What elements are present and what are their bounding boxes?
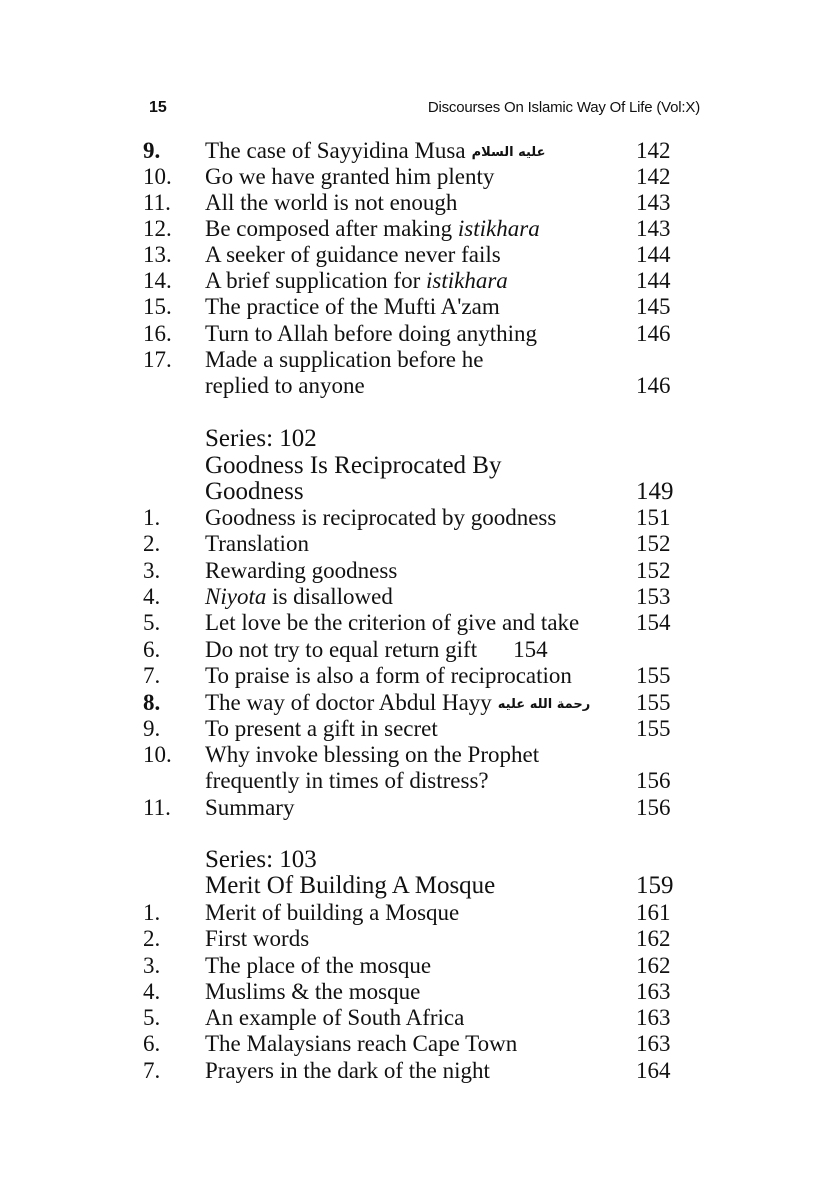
entry-title: Turn to Allah before doing anything [205, 321, 537, 346]
entry-page: 156 [636, 795, 671, 820]
toc-entry [0, 294, 840, 320]
entry-number: 2. [143, 531, 161, 556]
entry-title: The way of doctor Abdul Hayy رحمة الله عليه [205, 690, 591, 715]
entry-title-line2: frequently in times of distress? [205, 768, 489, 793]
entry-page: 142 [636, 138, 671, 163]
entry-title: Niyota is disallowed [205, 584, 393, 609]
toc-entry [0, 1058, 840, 1084]
entry-page: 143 [636, 190, 671, 215]
toc-entry [0, 242, 840, 268]
toc-entry [0, 716, 840, 742]
entry-page: 146 [636, 373, 671, 398]
entry-number: 10. [143, 164, 172, 189]
entry-number: 7. [143, 1058, 161, 1083]
entry-page: 152 [636, 531, 671, 556]
entry-page: 153 [636, 584, 671, 609]
entry-number: 9. [143, 138, 161, 163]
entry-number: 8. [143, 690, 161, 715]
entry-title: Merit of building a Mosque [205, 900, 460, 925]
series-label: Series: 102 [205, 425, 317, 452]
arabic-honorific: رحمة الله عليه [497, 696, 591, 712]
entry-page: 145 [636, 294, 671, 319]
entry-number: 11. [143, 795, 171, 820]
book-title: Discourses On Islamic Way Of Life (Vol:X) [427, 99, 700, 116]
entry-number: 1. [143, 505, 161, 530]
toc-entry [0, 164, 840, 190]
toc-entry-continued [0, 373, 840, 399]
entry-page: 146 [636, 321, 671, 346]
entry-title: Translation [205, 531, 309, 556]
entry-title: An example of South Africa [205, 1005, 465, 1030]
toc-entry [0, 347, 840, 373]
entry-page: 152 [636, 558, 671, 583]
entry-title: Muslims & the mosque [205, 979, 421, 1004]
series-page: 159 [636, 872, 674, 899]
toc-entry [0, 900, 840, 926]
entry-title: Prayers in the dark of the night [205, 1058, 490, 1083]
toc-entry [0, 690, 840, 716]
entry-title: Be composed after making istikhara [205, 216, 540, 241]
entry-title: A seeker of guidance never fails [205, 242, 501, 267]
toc-entry [0, 268, 840, 294]
entry-title: The case of Sayyidina Musa عليه السلام [205, 138, 546, 163]
entry-number: 12. [143, 216, 172, 241]
toc-entry [0, 1005, 840, 1031]
series-title-line2: Goodness [205, 478, 304, 505]
entry-page: 144 [636, 242, 671, 267]
entry-page: 162 [636, 953, 671, 978]
toc-entry [0, 558, 840, 584]
entry-number: 5. [143, 610, 161, 635]
entry-page: 163 [636, 1031, 671, 1056]
entry-title: Let love be the criterion of give and take [205, 610, 580, 635]
entry-number: 2. [143, 926, 161, 951]
toc-entry [0, 663, 840, 689]
entry-number: 15. [143, 294, 172, 319]
entry-page: 154 [636, 610, 671, 635]
toc-entry [0, 742, 840, 768]
series-title: Merit Of Building A Mosque [205, 872, 496, 899]
entry-number: 7. [143, 663, 161, 688]
entry-title: All the world is not enough [205, 190, 458, 215]
entry-title: The practice of the Mufti A'zam [205, 294, 500, 319]
entry-number: 5. [143, 1005, 161, 1030]
entry-number: 17. [143, 347, 172, 372]
toc-entry [0, 1031, 840, 1057]
entry-number: 3. [143, 953, 161, 978]
entry-title: Goodness is reciprocated by goodness [205, 505, 557, 530]
toc-entry [0, 637, 840, 663]
entry-title: Do not try to equal return gift 154 [205, 637, 548, 662]
entry-title: To praise is also a form of reciprocation [205, 663, 572, 688]
entry-number: 9. [143, 716, 161, 741]
toc-entry-continued [0, 768, 840, 794]
toc-entry [0, 795, 840, 821]
entry-page: 142 [636, 164, 671, 189]
entry-title: Go we have granted him plenty [205, 164, 495, 189]
entry-title: Made a supplication before he [205, 347, 484, 372]
series-page: 149 [636, 478, 674, 505]
series-label: Series: 103 [205, 846, 317, 873]
entry-number: 10. [143, 742, 172, 767]
entry-title: Why invoke blessing on the Prophet [205, 742, 540, 767]
entry-page: 154 [513, 637, 548, 662]
entry-title: To present a gift in secret [205, 716, 438, 741]
entry-title: Summary [205, 795, 295, 820]
page-number: 15 [149, 99, 167, 116]
entry-number: 14. [143, 268, 172, 293]
entry-number: 6. [143, 637, 161, 662]
toc-entry [0, 926, 840, 952]
entry-title: A brief supplication for istikhara [205, 268, 508, 293]
entry-number: 1. [143, 900, 161, 925]
toc-entry [0, 321, 840, 347]
series-title: Goodness Is Reciprocated By [205, 452, 502, 479]
entry-page: 161 [636, 900, 671, 925]
toc-entry [0, 216, 840, 242]
toc-entry [0, 610, 840, 636]
entry-page: 164 [636, 1058, 671, 1083]
entry-number: 13. [143, 242, 172, 267]
toc-entry [0, 190, 840, 216]
entry-page: 143 [636, 216, 671, 241]
entry-page: 162 [636, 926, 671, 951]
entry-number: 3. [143, 558, 161, 583]
entry-number: 4. [143, 979, 161, 1004]
entry-page: 155 [636, 663, 671, 688]
entry-title-line2: replied to anyone [205, 373, 365, 398]
entry-page: 155 [636, 690, 671, 715]
toc-entry [0, 979, 840, 1005]
entry-page: 144 [636, 268, 671, 293]
arabic-honorific: عليه السلام [471, 144, 546, 160]
toc-entry [0, 584, 840, 610]
entry-number: 11. [143, 190, 171, 215]
entry-title: The Malaysians reach Cape Town [205, 1031, 518, 1056]
entry-number: 6. [143, 1031, 161, 1056]
entry-page: 155 [636, 716, 671, 741]
entry-title: Rewarding goodness [205, 558, 398, 583]
toc-entry [0, 953, 840, 979]
entry-number: 4. [143, 584, 161, 609]
entry-title: The place of the mosque [205, 953, 432, 978]
toc-entry [0, 138, 840, 164]
entry-title: First words [205, 926, 310, 951]
entry-page: 156 [636, 768, 671, 793]
entry-page: 151 [636, 505, 671, 530]
entry-page: 163 [636, 1005, 671, 1030]
toc-entry [0, 531, 840, 557]
entry-number: 16. [143, 321, 172, 346]
toc-entry [0, 505, 840, 531]
entry-page: 163 [636, 979, 671, 1004]
